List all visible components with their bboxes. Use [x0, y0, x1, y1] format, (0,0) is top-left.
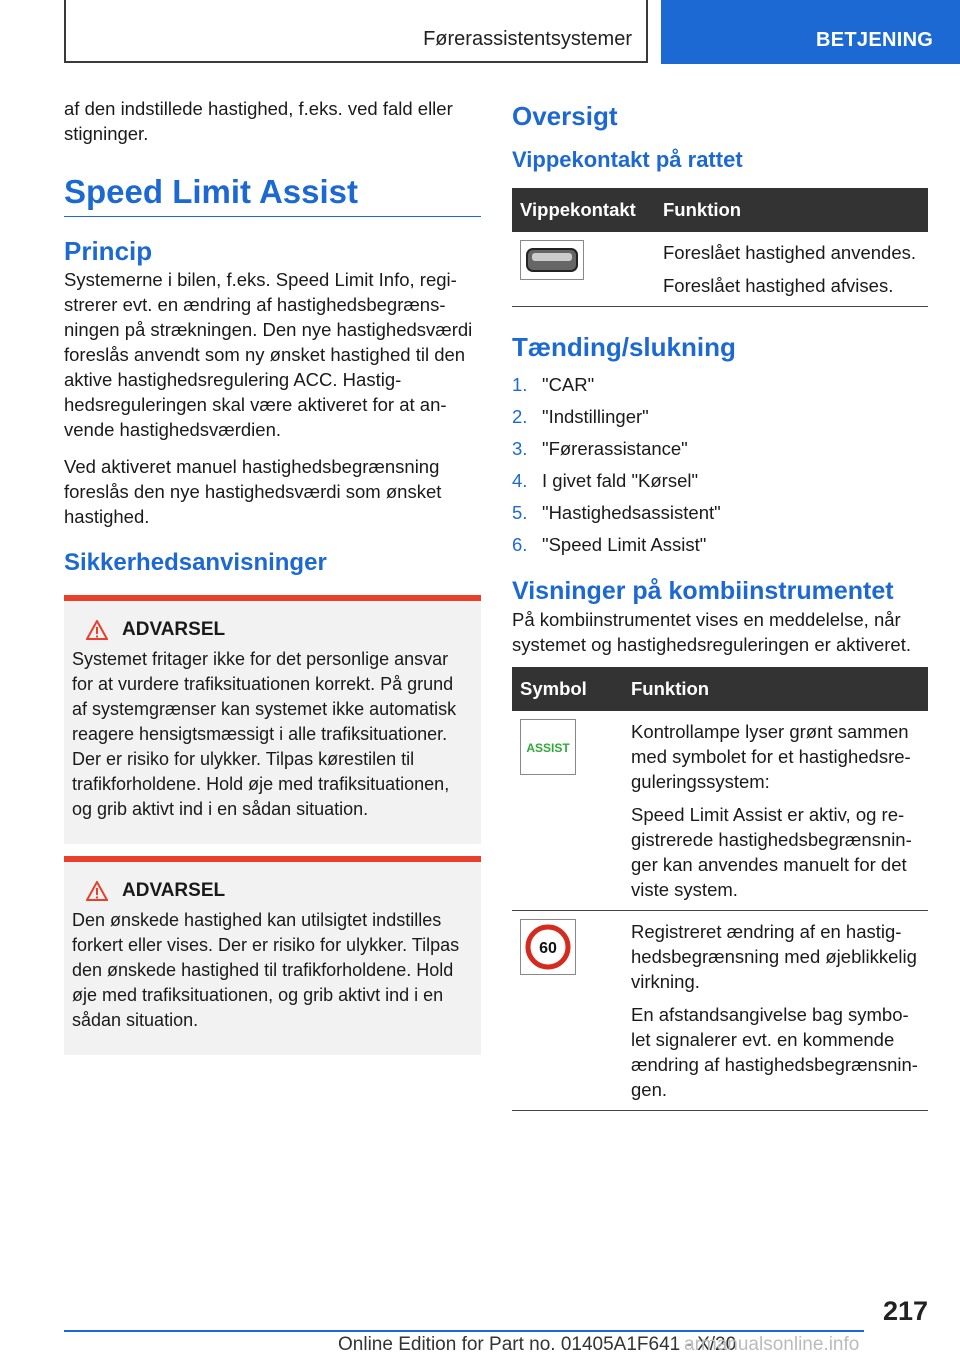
- warning-text: Systemet fritager ikke for det personlige ansvar for at vurdere trafiksituationen korrekt. På grund af systemgrænser kan systemet ikke automatisk reagere hensigtsmæssigt i alle trafiksituationer. Der er risiko for ulykker. Tilpas kørestilen til trafikforholdene. Hold øje med trafiksituationen, og grib aktivt ind i en sådan situation.: [72, 649, 457, 819]
- section-tab: [64, 0, 648, 63]
- symbol-description: En afstandsangivelse bag symbolet signalerer evt. en kommende ændring af hastighedsbegrænsningen.: [631, 1004, 918, 1100]
- rocker-heading: Vippekontakt på rattet: [512, 147, 743, 172]
- rocker-switch-icon: [520, 240, 584, 280]
- warning-label: ADVARSEL: [122, 619, 226, 640]
- rocker-table: [512, 188, 928, 307]
- watermark: armanualsonline.info: [684, 1334, 860, 1355]
- svg-text:60: 60: [539, 940, 557, 957]
- page-title: Speed Limit Assist: [64, 172, 481, 217]
- section-title: Førerassistentsystemer: [423, 28, 632, 50]
- warning-box-2: [64, 856, 481, 1055]
- table-row: [512, 911, 928, 1111]
- principle-paragraph-2: Ved aktiveret manuel hastighedsbegrænsning foreslås den nye hastighedsværdi som ønsket hastighed.: [64, 456, 442, 527]
- symbol-description: Kontrollampe lyser grønt sammen med symbolet for et hastighedsreguleringssystem:: [631, 721, 911, 792]
- svg-text:ASSIST: ASSIST: [526, 741, 570, 755]
- warning-triangle-icon: [86, 881, 108, 901]
- symbol-description: Registreret ændring af en hastighedsbegrænsning med øjeblikkelig virkning.: [631, 921, 917, 992]
- table-header: Funktion: [655, 188, 928, 232]
- footer-divider: [64, 1330, 864, 1332]
- warning-label: ADVARSEL: [122, 880, 226, 901]
- right-column: [512, 96, 928, 1111]
- left-column: [64, 96, 481, 1055]
- table-header: Symbol: [512, 667, 623, 711]
- rocker-function-reject: Foreslået hastighed afvises.: [663, 275, 894, 296]
- safety-heading: Sikkerhedsanvisninger: [64, 549, 327, 576]
- symbol-description: Speed Limit Assist er aktiv, og registrerede hastighedsbegrænsninger kan anvendes manuelt for det viste system.: [631, 804, 912, 900]
- page-number: 217: [882, 1296, 928, 1326]
- warning-triangle-icon: [86, 620, 108, 640]
- warning-text: Den ønskede hastighed kan utilsigtet indstilles forkert eller vises. Der er risiko for ulykker. Tilpas den ønskede hastighed til trafikforholdene. Hold øje med trafiksituationen, og grib aktivt ind i en sådan situation.: [72, 910, 460, 1030]
- table-row: [512, 232, 928, 307]
- list-item: 4. I givet fald "Kørsel": [512, 470, 699, 491]
- principle-paragraph-1: Systemerne i bilen, f.eks. Speed Limit Info, registrerer evt. en ændring af hastighedsbegrænsningen på strækningen. Den nye hastighedsværdi foreslås anvendt som ny ønsket hastighed til den aktive hastighedsregulering ACC. Hastighedsreguleringen skal være aktiveret for at anvende hastighedsværdien.: [64, 269, 473, 440]
- table-header: Vippekontakt: [512, 188, 655, 232]
- assist-symbol-icon: [520, 719, 576, 775]
- chapter-tab: BETJENING: [661, 0, 960, 64]
- page-header: [0, 0, 960, 66]
- list-item: 1. "CAR": [512, 374, 595, 395]
- overview-heading: Oversigt: [512, 101, 618, 131]
- list-item: 3. "Førerassistance": [512, 438, 688, 459]
- steps-list: [512, 369, 928, 561]
- display-intro: På kombiinstrumentet vises en meddelelse, når systemet og hastighedsreguleringen er aktiveret.: [512, 609, 911, 655]
- table-header: Funktion: [623, 667, 928, 711]
- warning-box-1: [64, 595, 481, 844]
- table-row: [512, 711, 928, 911]
- display-heading: Visninger på kombiinstrumentet: [512, 577, 894, 605]
- list-item: 6. "Speed Limit Assist": [512, 534, 707, 555]
- list-item: 2. "Indstillinger": [512, 406, 649, 427]
- edition-note: Online Edition for Part no. 01405A1F641 - X/20: [338, 1334, 737, 1355]
- symbol-table: [512, 667, 928, 1111]
- list-item: 5. "Hastighedsassistent": [512, 502, 721, 523]
- rocker-function-apply: Foreslået hastighed anvendes.: [663, 242, 917, 263]
- principle-heading: Princip: [64, 236, 153, 266]
- speed-limit-sign-icon: [520, 919, 576, 975]
- intro-text: af den indstillede hastighed, f.eks. ved fald eller stigninger.: [64, 98, 453, 144]
- ignition-heading: Tænding/slukning: [512, 332, 736, 362]
